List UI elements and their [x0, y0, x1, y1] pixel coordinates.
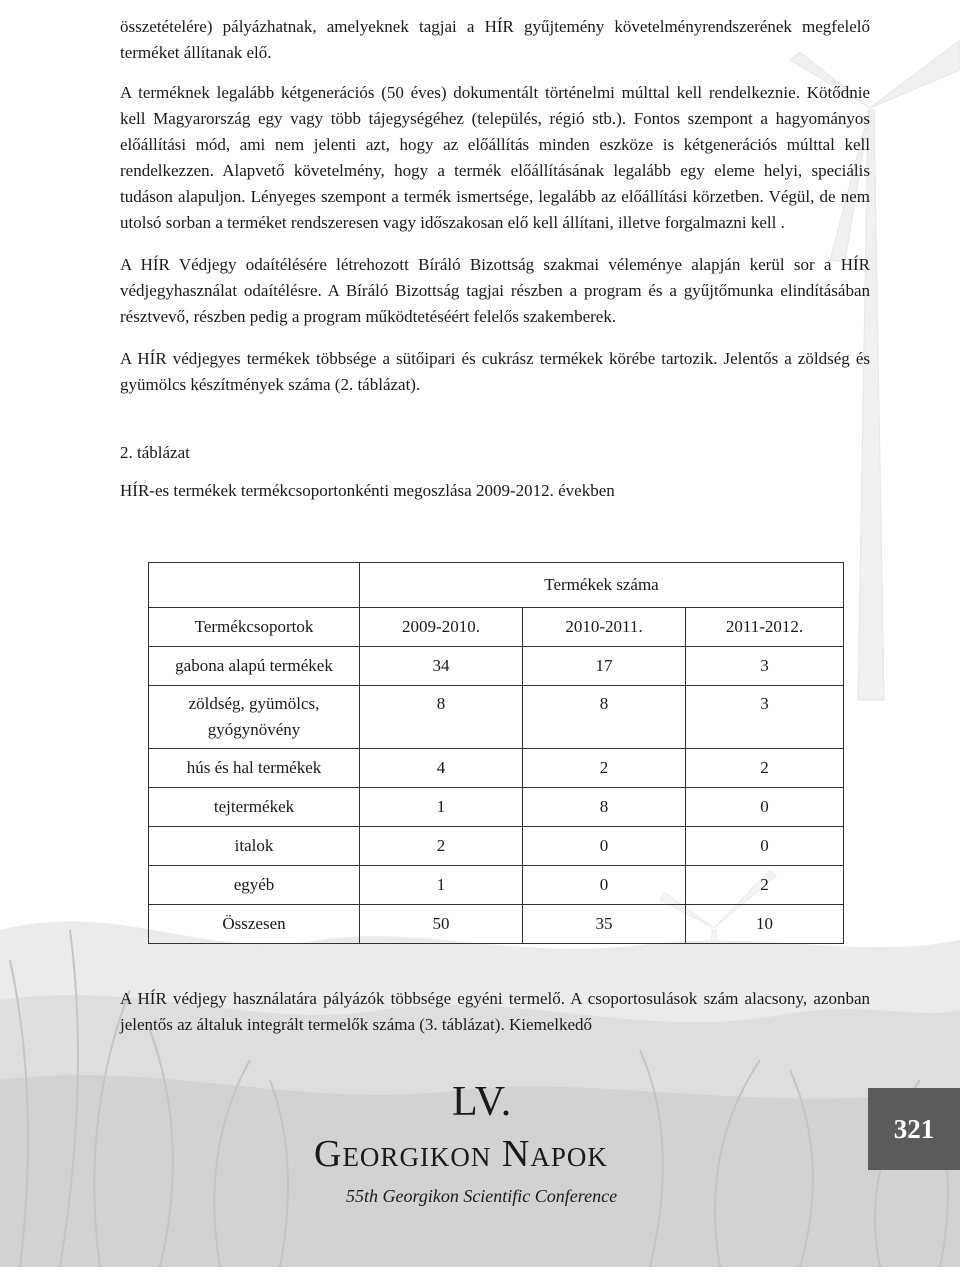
- table-cell: 0: [523, 827, 686, 866]
- table-cell: 1: [360, 866, 523, 905]
- table-row: [149, 788, 844, 827]
- table-row: [149, 905, 844, 944]
- conference-title: Georgikon Napok: [314, 1133, 608, 1175]
- table-cell: zöldség, gyümölcs, gyógynövény: [149, 686, 360, 749]
- table-row: [149, 866, 844, 905]
- table-cell: 1: [360, 788, 523, 827]
- table-row: [149, 749, 844, 788]
- table-cell: hús és hal termékek: [149, 749, 360, 788]
- table-cell: 34: [360, 647, 523, 686]
- table-row: [149, 827, 844, 866]
- table-cell: 17: [523, 647, 686, 686]
- table-cell: 0: [523, 866, 686, 905]
- paragraph-3: A HÍR Védjegy odaítélésére létrehozott Bíráló Bizottság szakmai véleménye alapján kerül sor a HÍR védjegyhasználat odaítélésre. A Bíráló Bizottság tagjai részben a program és a gyűjtőmunka elindításában résztvevő, részben pedig a program működtetéséért felelős szakemberek.: [120, 255, 870, 326]
- table-header-row: [149, 608, 844, 647]
- table-title: HÍR-es termékek termékcsoportonkénti megoszlása 2009-2012. években: [120, 481, 615, 500]
- table-number: 2. táblázat: [120, 443, 190, 462]
- table-header-empty-cell: [149, 563, 360, 608]
- table-cell: 0: [686, 827, 844, 866]
- table-cell: 4: [360, 749, 523, 788]
- table-group-header: Termékek száma: [360, 563, 844, 608]
- table-cell: 50: [360, 905, 523, 944]
- table-cell: 0: [686, 788, 844, 827]
- paragraph-2: A terméknek legalább kétgenerációs (50 éves) dokumentált történelmi múlttal kell rendelkeznie. Kötődnie kell Magyarország egy vagy több tájegységéhez (település, régió stb.). Fontos szempont a hagyományos előállítási mód, ami nem jelenti azt, hogy az előállítás minden eszköze is kétgenerációs múlttal kell rendelkezzen. Alapvető követelmény, hogy a termék előállításának legalább egy eleme helyi, speciális tudáson alapuljon. Lényeges szempont a termék ismertsége, legalább az előállítási körzetben. Végül, de nem utolsó sorban a terméket rendszeresen vagy időszakosan elő kell állítani, illetve forgalmazni kell .: [120, 83, 870, 232]
- table-cell: gabona alapú termékek: [149, 647, 360, 686]
- paragraph-5: A HÍR védjegy használatára pályázók többsége egyéni termelő. A csoportosulások szám alacsony, azonban jelentős az általuk integrált termelők száma (3. táblázat). Kiemelkedő: [120, 989, 870, 1034]
- table-cell: 2: [360, 827, 523, 866]
- conference-subtitle: 55th Georgikon Scientific Conference: [346, 1186, 618, 1206]
- table-cell: 35: [523, 905, 686, 944]
- column-header: 2010-2011.: [523, 608, 686, 647]
- page-number: 321: [868, 1088, 960, 1170]
- paragraph-4: A HÍR védjegyes termékek többsége a sütőipari és cukrász termékek körébe tartozik. Jelentős a zöldség és gyümölcs készítmények száma (2. táblázat).: [120, 349, 870, 394]
- bottom-text: [120, 986, 870, 1054]
- table-cell: egyéb: [149, 866, 360, 905]
- table-cell: 8: [360, 686, 523, 749]
- table-cell: 2: [523, 749, 686, 788]
- paragraph-1: összetételére) pályázhatnak, amelyeknek tagjai a HÍR gyűjtemény követelményrendszerének megfelelő terméket állítanak elő.: [120, 17, 870, 62]
- data-table: [148, 562, 844, 944]
- table-cell: 3: [686, 647, 844, 686]
- table-cell: 2: [686, 866, 844, 905]
- table-cell: 8: [523, 788, 686, 827]
- column-header: 2009-2010.: [360, 608, 523, 647]
- table-row: [149, 647, 844, 686]
- table-group-header-row: [149, 563, 844, 608]
- table-cell: 8: [523, 686, 686, 749]
- table-row: [149, 686, 844, 749]
- table-cell: 3: [686, 686, 844, 749]
- body-text: [120, 14, 870, 504]
- column-header: 2011-2012.: [686, 608, 844, 647]
- column-header: Termékcsoportok: [149, 608, 360, 647]
- conference-number: LV.: [452, 1079, 513, 1125]
- table-cell: tejtermékek: [149, 788, 360, 827]
- table-cell: 10: [686, 905, 844, 944]
- table-cell: italok: [149, 827, 360, 866]
- table-cell: Összesen: [149, 905, 360, 944]
- table-cell: 2: [686, 749, 844, 788]
